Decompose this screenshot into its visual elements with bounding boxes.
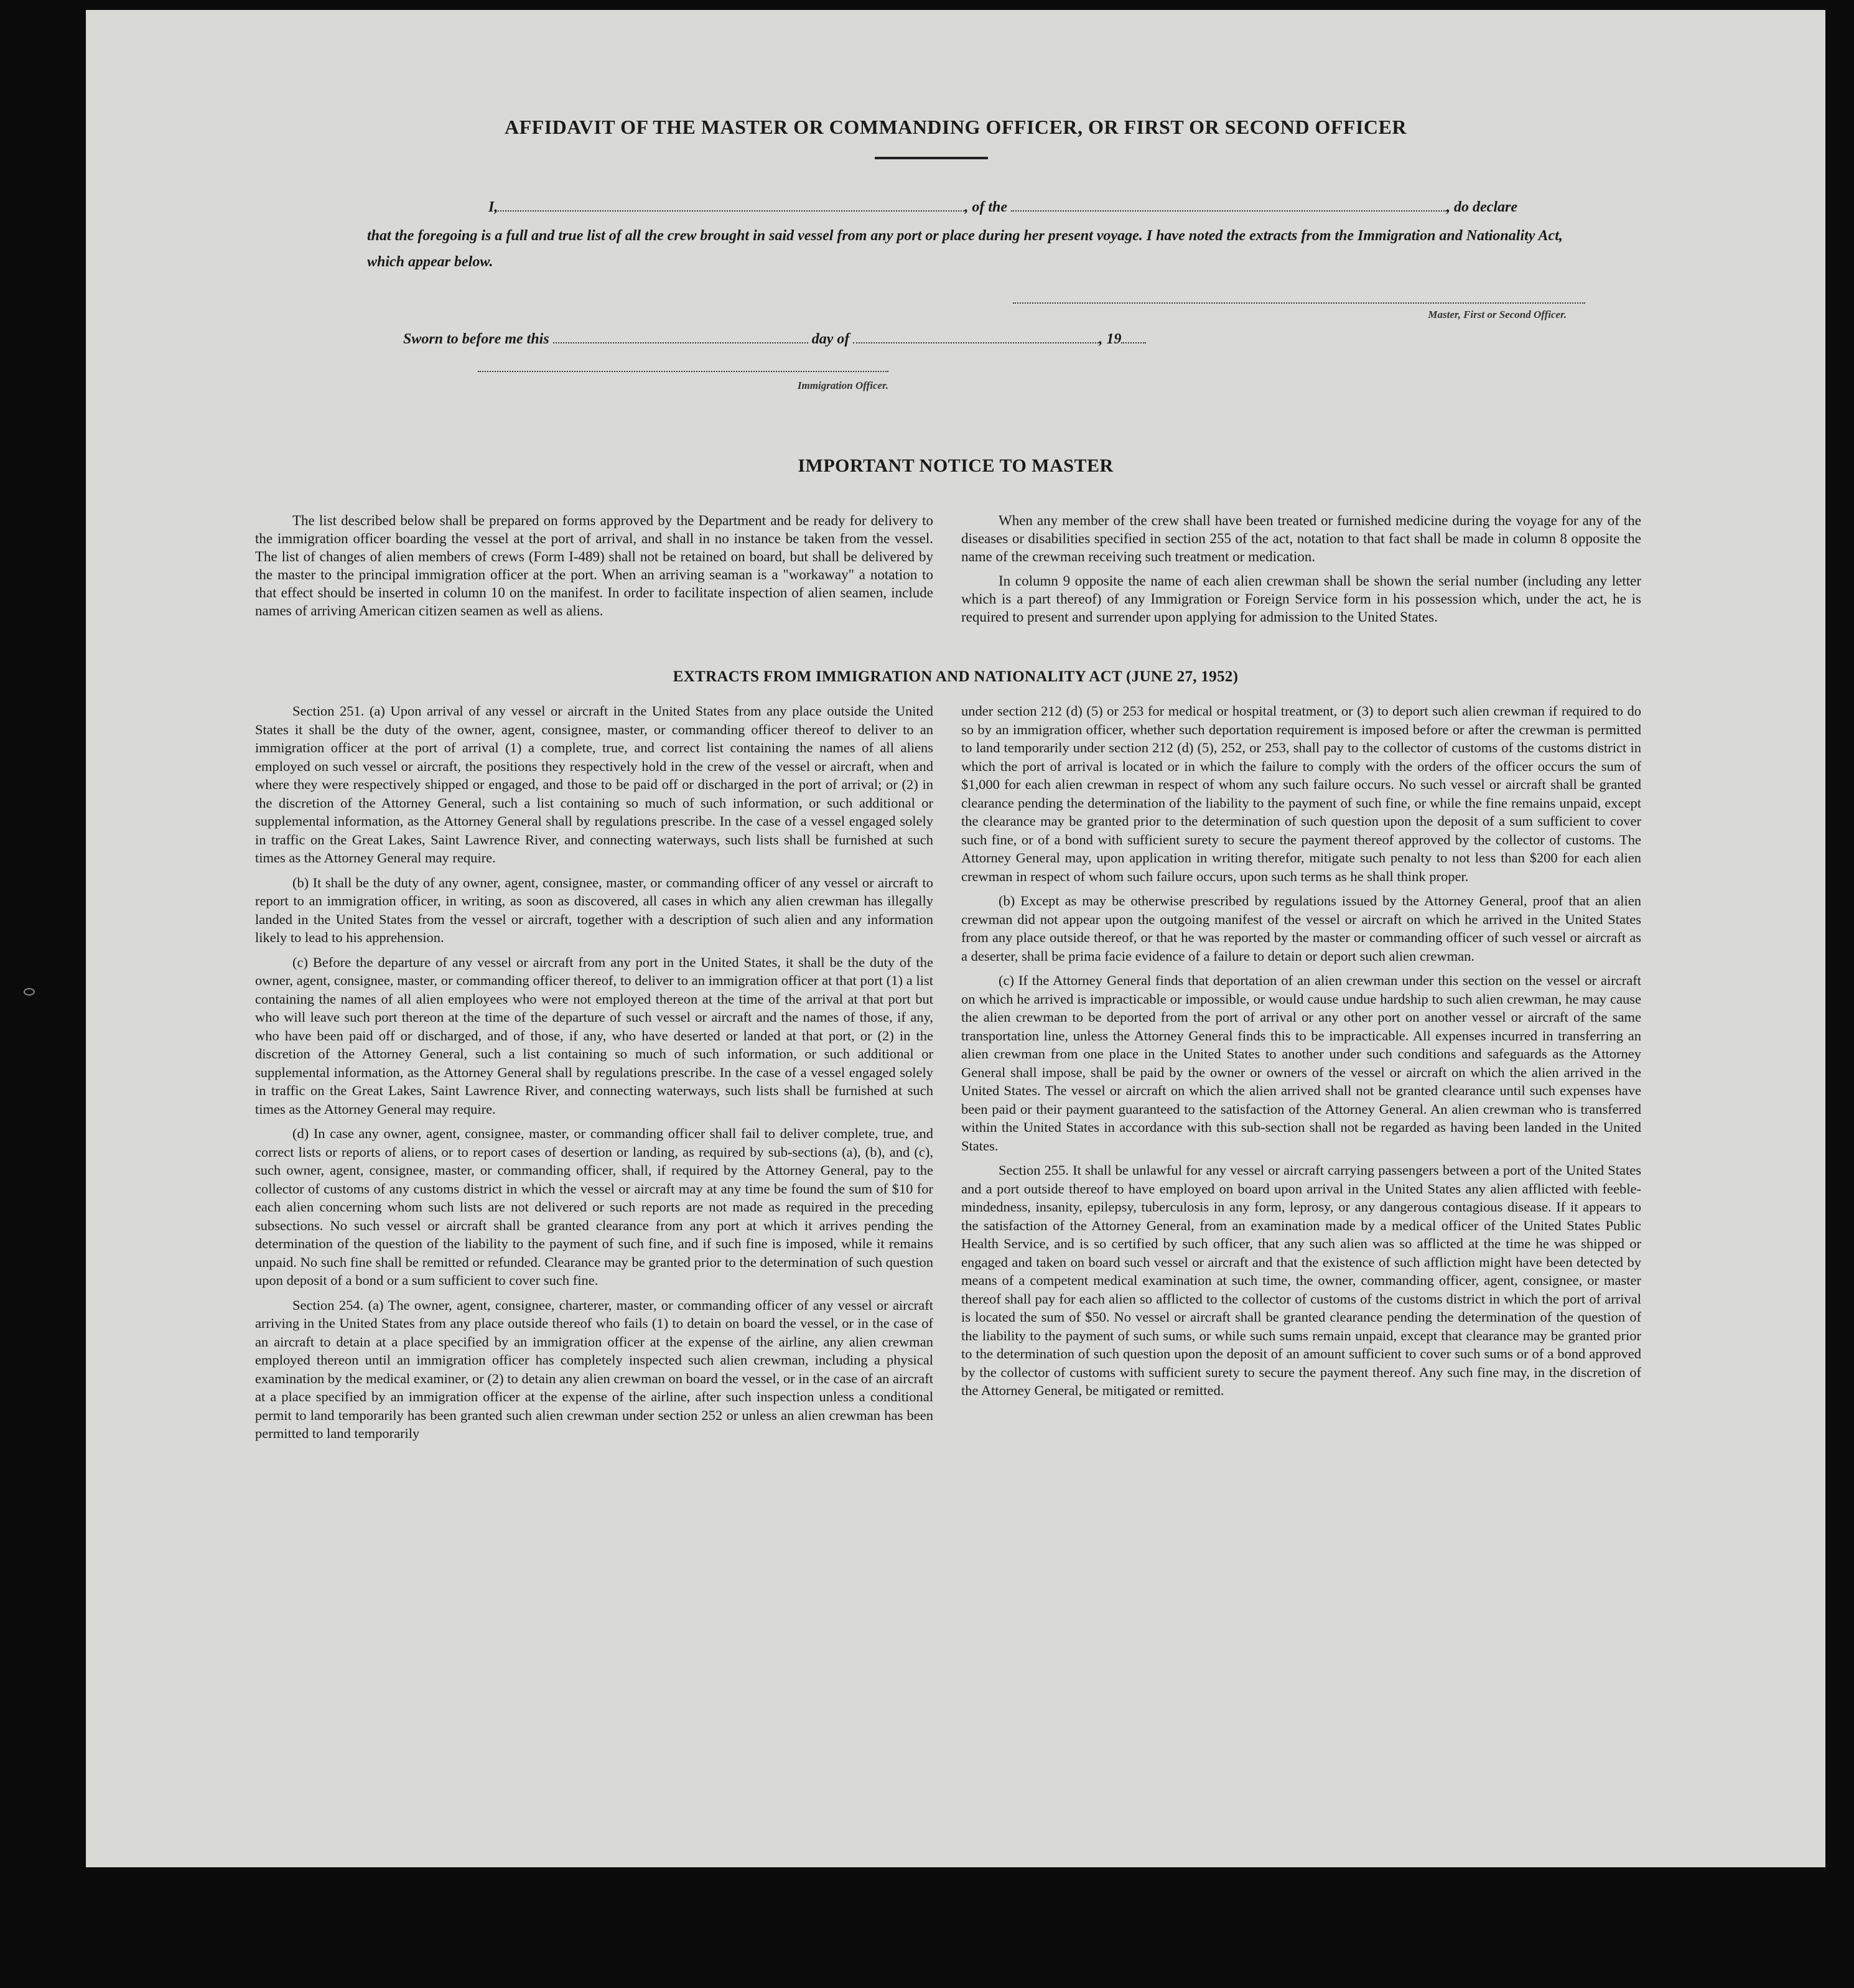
extract-section-251d: (d) In case any owner, agent, consignee, master, or commanding officer shall fail to deliver complete, true, and correct lists or reports of aliens, or to report cases of desertion or landing, as required by sub-sections (a), (b), and (c), such owner, agent, consignee, master, or commanding officer, shall, if required by the Attorney General, pay to the collector of customs of any customs district in which the vessel or aircraft may at any time be found the sum of $10 for each alien concerning whom such lists are not delivered or such reports are not made as required in the preceding subsections. No such vessel or aircraft shall be granted clearance from any port at which it arrives pending the determination of the question of the liability to the payment of such fine, and if such fine is imposed, while it remains unpaid. No such fine shall be remitted or refunded. Clearance may be granted prior to the determination of such question upon deposit of a bond or a sum sufficient to cover such fine. <box>255 1126 933 1288</box>
notice-left-paragraph: The list described below shall be prepared on forms approved by the Department and be ready for delivery to the immigration officer boarding the vessel at the port of arrival, and shall in no instance be taken from the vessel. The list of changes of alien members of crews (Form I-489) shall not be retained on board, but shall be delivered by the master to the principal immigration officer at the port. When an arriving seaman is a "workaway" a notation to that effect should be inserted in column 10 on the manifest. In order to facilitate inspection of alien seamen, include names of arriving American citizen seamen as well as aliens. <box>255 513 933 618</box>
year-prefix: , 19 <box>1099 331 1122 347</box>
officer-signature-line[interactable] <box>478 371 888 372</box>
name-field[interactable] <box>498 210 964 212</box>
declaration-of-the: , of the <box>964 199 1008 215</box>
master-signature-line[interactable] <box>1013 302 1585 304</box>
master-signature-label: Master, First or Second Officer. <box>1428 309 1567 320</box>
extract-section-251a: Section 251. (a) Upon arrival of any vessel or aircraft in the United States from any place outside the United States it shall be the duty of the owner, agent, consignee, master, or commanding officer thereof to deliver to an immigration officer at the port of arrival (1) a complete, true, and correct list containing the names of all aliens employed on such vessel or aircraft, the positions they respectively hold in the crew of the vessel or aircraft, when and where they were respectively shipped or engaged, and those to be paid off or discharged in the port of arrival; or (2) in the discretion of the Attorney General, such a list containing so much of such information, or such additional or supplemental information, as the Attorney General shall by regulations prescribe. In the case of a vessel engaged solely in traffic on the Great Lakes, Saint Lawrence River, and connecting waterways, such lists shall be furnished at such times as the Attorney General may require. <box>255 703 933 866</box>
extract-section-255: Section 255. It shall be unlawful for any vessel or aircraft carrying passengers between a port of the United States and a port outside thereof to have employed on board upon arrival in the United States any alien afflicted with feeble-mindedness, insanity, epilepsy, tuberculosis in any form, leprosy, or any dangerous contagious disease. If it appears to the satisfaction of the Attorney General, from an examination made by a medical officer of the United States Public Health Service, and is so certified by such officer, that any such alien was so afflicted at the time he was shipped or engaged and taken on board such vessel or aircraft and that the existence of such affliction might have been detected by means of a competent medical examination at such time, the owner, commanding officer, agent, consignee, or master thereof shall pay for each alien so afflicted to the collector of customs of the customs district in which the port of arrival is located the sum of $50. No vessel or aircraft shall be granted clearance pending the determination of the question of the liability to the payment of such sums, or while such sums remain unpaid, except that clearance may be granted prior to the determination of such question upon the deposit of an amount sufficient to cover such sums or of a bond approved by the collector of customs with sufficient surety to secure the payment thereof. Any such fine may, in the discretion of the Attorney General, be mitigated or remitted. <box>961 1162 1641 1398</box>
notice-right-column <box>961 511 1641 632</box>
declaration-line <box>367 194 1590 220</box>
vessel-field[interactable] <box>1011 210 1446 212</box>
day-of-label: day of <box>811 331 850 347</box>
extracts-heading: EXTRACTS FROM IMMIGRATION AND NATIONALITY ACT (JUNE 27, 1952) <box>673 668 1239 685</box>
notice-right-paragraph-1: When any member of the crew shall have been treated or furnished medicine during the voyage for any of the diseases or disabilities specified in section 255 of the act, notation to that fact shall be made in column 8 opposite the name of the crewman receiving such treatment or medication. <box>961 513 1641 564</box>
sworn-month-field[interactable] <box>853 342 1099 343</box>
declaration-do-declare: , do declare <box>1446 199 1517 215</box>
declaration-i: I, <box>488 199 498 215</box>
extract-section-254c: (c) If the Attorney General finds that deportation of an alien crewman under this section on the vessel or aircraft on which he arrived is impracticable or impossible, or would cause undue hardship to such alien crewman, he may cause the alien crewman to be deported from the port of arrival or any other port on another vessel or aircraft of the same transportation line, unless the Attorney General finds this to be impracticable. All expenses incurred in transferring an alien crewman from one place in the United States to another under such conditions and safeguards as the Attorney General shall impose, shall be paid by the owner or owners of the vessel or aircraft on which the alien arrived in the United States. The vessel or aircraft on which the alien arrived shall not be granted clearance until such expenses have been paid or their payment guaranteed to the satisfaction of the Attorney General. An alien crewman who is transferred within the United States in accordance with this sub-section shall not be regarded as having been landed in the United States. <box>961 973 1641 1154</box>
extracts-right-column <box>961 702 1641 1406</box>
extracts-left-column <box>255 702 933 1449</box>
extract-section-251c: (c) Before the departure of any vessel or aircraft from any port in the United States, it shall be the duty of the owner, agent, consignee, master, or commanding officer thereof, to deliver to an immigration officer at that port (1) a list containing the names of all alien employees who were not employed thereon at the time of the arrival at that port but who will leave such port thereon at the time of the departure of such vessel or aircraft and the names of those, if any, who have been paid off or discharged, and of those, if any, who have deserted or landed at that port, or (2) in the discretion of the Attorney General, such a list containing so much of such information, or such additional or supplemental information, as the Attorney General shall by regulations prescribe. In the case of a vessel engaged solely in traffic on the Great Lakes, Saint Lawrence River, and connecting waterways, such lists shall be furnished at such times as the Attorney General may require. <box>255 954 933 1117</box>
form-page <box>86 10 1825 1867</box>
extract-section-254a: Section 254. (a) The owner, agent, consignee, charterer, master, or commanding officer of any vessel or aircraft arriving in the United States from any place outside thereof who fails (1) to detain on board the vessel, or in the case of an aircraft to detain at a place specified by an immigration officer at the expense of the airline, any alien crewman employed thereon until an immigration officer has completely inspected such alien crewman, including a physical examination by the medical examiner, or (2) to detain any alien crewman on board the vessel, or in the case of an aircraft at a place specified by an immigration officer at the expense of the airline, after such inspection unless a conditional permit to land temporarily has been granted such alien crewman under section 252 or unless an alien crewman has been permitted to land temporarily <box>255 1297 933 1441</box>
officer-signature-label: Immigration Officer. <box>797 380 888 391</box>
notice-heading: IMPORTANT NOTICE TO MASTER <box>798 455 1114 476</box>
extract-section-254a-continued: under section 212 (d) (5) or 253 for medical or hospital treatment, or (3) to deport such alien crewman if required to do so by an immigration officer, whether such deportation requirement is imposed before or after the crewman is permitted to land temporarily under section 212 (d) (5), 252, or 253, shall pay to the collector of customs of the customs district in which the port of arrival is located or in which the failure to comply with the orders of the officer occurs the sum of $1,000 for each alien crewman in respect of whom any such failure occurs. No such vessel or aircraft shall be granted clearance pending the determination of the liability to the payment of such fine, or while the fine remains unpaid, except the clearance may be granted prior to the determination of such question upon the deposit of a sum sufficient to cover such fine, or of a bond with sufficient surety to secure the payment thereof approved by the collector of customs. The Attorney General may, upon application in writing therefor, mitigate such penalty to not less than $200 for each alien crewman in respect of whom such failure occurs, upon such terms as he shall think proper. <box>961 703 1641 884</box>
affidavit-title: AFFIDAVIT OF THE MASTER OR COMMANDING OFFICER, OR FIRST OR SECOND OFFICER <box>505 116 1407 138</box>
sworn-label: Sworn to before me this <box>403 331 549 347</box>
title-divider <box>875 157 988 159</box>
sworn-year-field[interactable] <box>1121 342 1146 343</box>
notice-right-paragraph-2: In column 9 opposite the name of each alien crewman shall be shown the serial number (including any letter which is a part thereof) of any Immigration or Foreign Service form in his possession which, under the act, he is required to present and surrender upon applying for admission to the United States. <box>961 573 1641 625</box>
declaration-body: that the foregoing is a full and true list of all the crew brought in said vessel from any port or place during her present voyage. I have noted the extracts from the Immigration and Nationality Act, which appear below. <box>367 228 1563 270</box>
sworn-day-field[interactable] <box>553 342 808 343</box>
notice-left-column <box>255 511 933 626</box>
extract-section-251b: (b) It shall be the duty of any owner, agent, consignee, master, or commanding officer of any vessel or aircraft to report to an immigration officer, in writing, as soon as discovered, all cases in which any alien crewman has illegally landed in the United States from the vessel or aircraft, together with a description of such alien and any information likely to lead to his apprehension. <box>255 874 933 945</box>
sworn-line <box>403 326 1336 352</box>
scan-artifact <box>24 988 35 996</box>
extract-section-254b: (b) Except as may be otherwise prescribed by regulations issued by the Attorney General, proof that an alien crewman did not appear upon the outgoing manifest of the vessel or aircraft on which he arrived in the United States from any place outside thereof, or that he was reported by the master or commanding officer of such vessel or aircraft as a deserter, shall be prima facie evidence of a failure to detain or deport such alien crewman. <box>961 893 1641 964</box>
